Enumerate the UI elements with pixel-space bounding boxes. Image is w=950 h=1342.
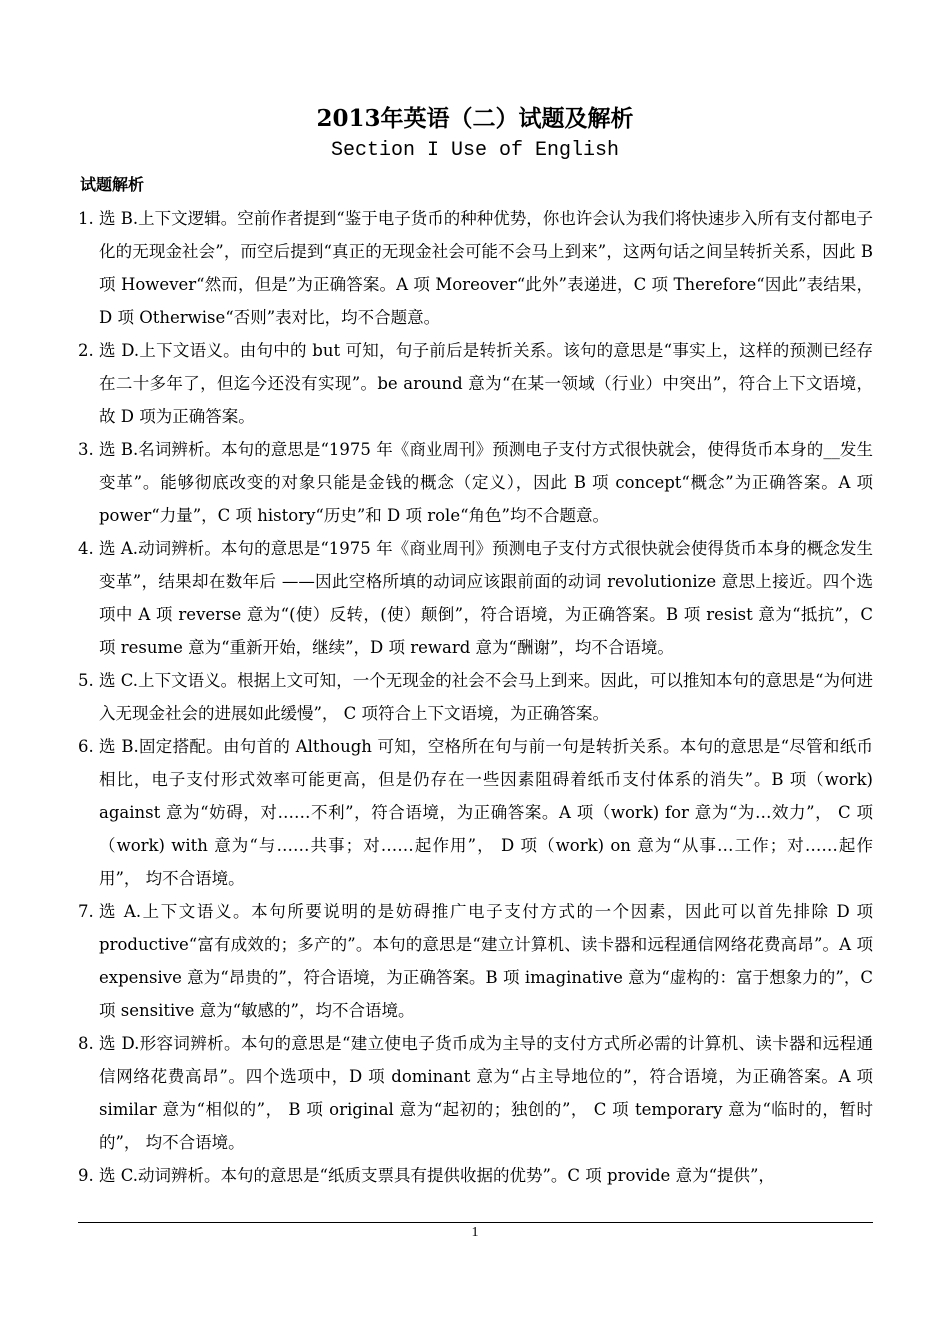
answer-list — [78, 202, 873, 1192]
item-text: 选 B.上下文逻辑。空前作者提到“鉴于电子货币的种种优势，你也许会认为我们将快速步入所有支付都电子化的无现金社会”，而空后提到“真正的无现金社会可能不会马上到来”，这两句话之间呈转折关系，因此 B 项 However“然而，但是”为正确答案。A 项 Moreover“此外”表递进，C 项 Therefore“因此”表结果，D 项 Otherwise“否则”表对比，均不合题意。 — [99, 209, 873, 327]
answer-item — [78, 664, 873, 730]
item-number: 4. — [78, 539, 94, 558]
answer-item — [78, 334, 873, 433]
page-title: 2013年英语（二）试题及解析 — [316, 105, 634, 132]
answer-item — [78, 1027, 873, 1159]
item-text: 选 D.上下文语义。由句中的 but 可知，句子前后是转折关系。该句的意思是“事实上，这样的预测已经存在二十多年了，但迄今还没有实现”。be around 意为“在某一领域（行业）中突出”，符合上下文语境，故 D 项为正确答案。 — [99, 341, 873, 426]
section-subtitle: Section I Use of English — [330, 139, 620, 162]
item-number: 1. — [78, 209, 94, 228]
item-number: 6. — [78, 737, 94, 756]
page-number: 1 — [471, 1225, 479, 1240]
item-text: 选 D.形容词辨析。本句的意思是“建立使电子货币成为主导的支付方式所必需的计算机、读卡器和远程通信网络花费高昂”。四个选项中，D 项 dominant 意为“占主导地位的”，符合语境，为正确答案。A 项 similar 意为“相似的”， B 项 original 意为“起初的；独创的”， C 项 temporary 意为“临时的，暂时的”， 均不合语境。 — [99, 1034, 873, 1152]
item-number: 7. — [78, 902, 94, 921]
item-text: 选 A.上下文语义。本句所要说明的是妨碍推广电子支付方式的一个因素，因此可以首先排除 D 项 productive“富有成效的；多产的”。本句的意思是“建立计算机、读卡器和远程通信网络花费高昂”。A 项 expensive 意为“昂贵的”，符合语境，为正确答案。B 项 imaginative 意为“虚构的：富于想象力的”，C 项 sensitive 意为“敏感的”，均不合语境。 — [99, 902, 873, 1020]
item-number: 5. — [78, 671, 94, 690]
item-number: 9. — [78, 1166, 94, 1185]
item-number: 2. — [78, 341, 94, 360]
item-text: 选 C.动词辨析。本句的意思是“纸质支票具有提供收据的优势”。C 项 provide 意为“提供”， — [99, 1166, 775, 1185]
section-label: 试题解析 — [80, 175, 145, 194]
answer-item — [78, 433, 873, 532]
answer-item — [78, 1159, 873, 1192]
item-number: 8. — [78, 1034, 94, 1053]
item-text: 选 B.固定搭配。由句首的 Although 可知，空格所在句与前一句是转折关系。本句的意思是“尽管和纸币相比，电子支付形式效率可能更高，但是仍存在一些因素阻碍着纸币支付体系的消失”。B 项（work) against 意为“妨碍，对……不利”，符合语境，为正确答案。A 项（work) for 意为“为…效力”， C 项（work) with 意为“与……共事；对……起作用”， D 项（work) on 意为“从事…工作；对……起作用”， 均不合语境。 — [99, 737, 873, 888]
answer-item — [78, 730, 873, 895]
item-text: 选 C.上下文语义。根据上文可知，一个无现金的社会不会马上到来。因此，可以推知本句的意思是“为何进入无现金社会的进展如此缓慢”， C 项符合上下文语境，为正确答案。 — [99, 671, 873, 723]
answer-item — [78, 895, 873, 1027]
item-text: 选 A.动词辨析。本句的意思是“1975 年《商业周刊》预测电子支付方式很快就会使得货币本身的概念发生变革”，结果却在数年后 ——因此空格所填的动词应该跟前面的动词 revolutionize 意思上接近。四个选项中 A 项 reverse 意为“(使）反转，(使）颠倒”，符合语境，为正确答案。B 项 resist 意为“抵抗”，C 项 resume 意为“重新开始，继续”，D 项 reward 意为“酬谢”，均不合语境。 — [99, 539, 873, 657]
answer-item — [78, 532, 873, 664]
answer-item — [78, 202, 873, 334]
item-text: 选 B.名词辨析。本句的意思是“1975 年《商业周刊》预测电子支付方式很快就会，使得货币本身的__发生变革”。能够彻底改变的对象只能是金钱的概念（定义），因此 B 项 concept“概念”为正确答案。A 项 power“力量”，C 项 history“历史”和 D 项 role“角色”均不合题意。 — [99, 440, 873, 525]
footer-divider — [78, 1222, 873, 1223]
item-number: 3. — [78, 440, 94, 459]
